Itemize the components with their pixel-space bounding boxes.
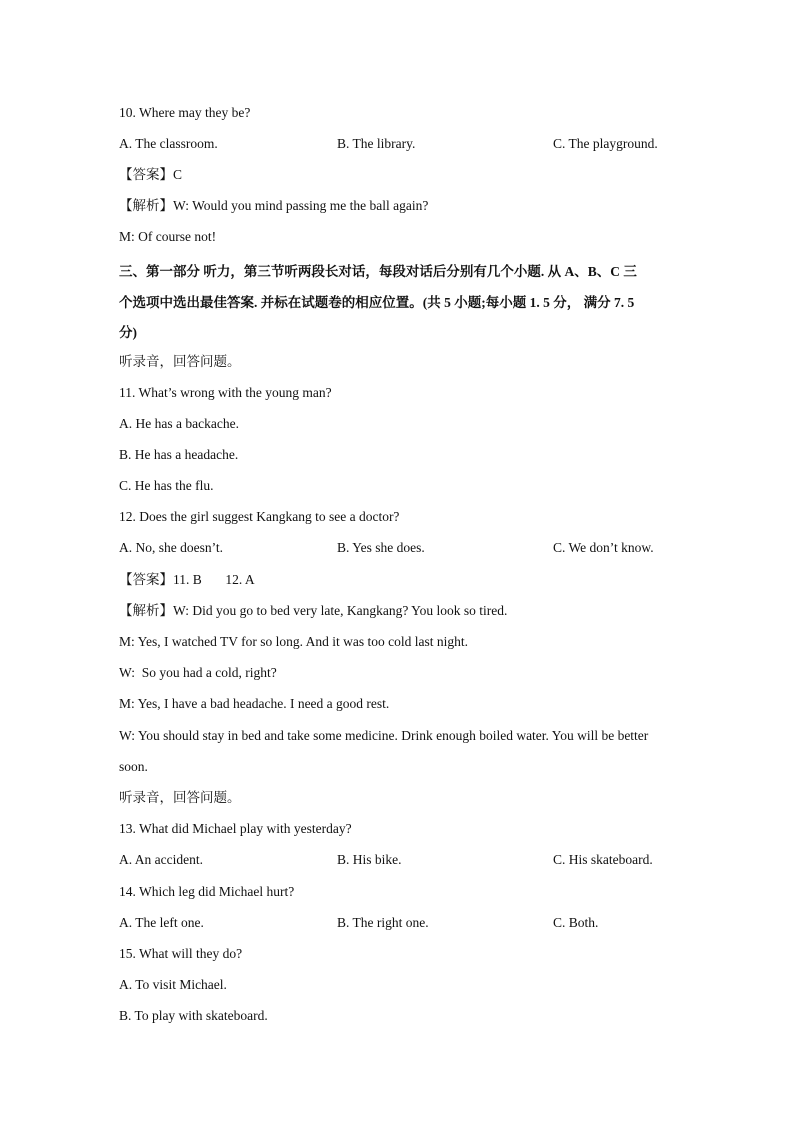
question-14-options (119, 914, 679, 932)
answer-value: C (173, 167, 183, 182)
analysis-label: 【解析】 (119, 198, 173, 213)
question-12-options (119, 539, 679, 557)
analysis-11-12-line-3: W: So you had a cold, right? (119, 665, 277, 680)
option-a: A. The left one. (119, 915, 204, 930)
section-heading-line-3: 分) (119, 325, 137, 340)
analysis-11-12-line-5: W: You should stay in bed and take some medicine. Drink enough boiled water. You will be better (119, 728, 649, 743)
question-14: 14. Which leg did Michael hurt? (119, 884, 295, 899)
analysis-text: W: Would you mind passing me the ball again? (173, 198, 429, 213)
option-b: B. Yes she does. (337, 540, 425, 555)
question-12: 12. Does the girl suggest Kangkang to see a doctor? (119, 509, 400, 524)
question-13: 13. What did Michael play with yesterday? (119, 821, 352, 836)
question-10-options (119, 135, 679, 153)
option-c: C. We don’t know. (553, 540, 654, 555)
listen-prompt: 听录音，回答问题。 (119, 790, 241, 805)
option-b: B. His bike. (337, 852, 402, 867)
analysis-11-12-line-2: M: Yes, I watched TV for so long. And it was too cold last night. (119, 634, 468, 649)
analysis-10-line-1 (119, 197, 428, 215)
question-11-option-b: B. He has a headache. (119, 447, 239, 462)
analysis-text: W: Did you go to bed very late, Kangkang? You look so tired. (173, 603, 508, 618)
analysis-10-line-2: M: Of course not! (119, 229, 217, 244)
answer-10 (119, 166, 182, 184)
answer-label: 【答案】 (119, 167, 173, 182)
question-11: 11. What’s wrong with the young man? (119, 385, 332, 400)
option-c: C. The playground. (553, 136, 658, 151)
option-a: A. No, she doesn’t. (119, 540, 223, 555)
question-11-option-a: A. He has a backache. (119, 416, 239, 431)
analysis-11-12-line-6: soon. (119, 759, 148, 774)
analysis-11-12-line-4: M: Yes, I have a bad headache. I need a good rest. (119, 696, 390, 711)
option-a: A. The classroom. (119, 136, 218, 151)
option-c: C. His skateboard. (553, 852, 653, 867)
question-15-option-a: A. To visit Michael. (119, 977, 227, 992)
option-a: A. An accident. (119, 852, 203, 867)
question-11-option-c: C. He has the flu. (119, 478, 214, 493)
option-c: C. Both. (553, 915, 599, 930)
option-b: B. The right one. (337, 915, 429, 930)
section-heading-line-2: 个选项中选出最佳答案. 并标在试题卷的相应位置。(共 5 小题;每小题 1. 5 分， 满分 7. 5 (119, 295, 635, 310)
option-b: B. The library. (337, 136, 416, 151)
question-15-option-b: B. To play with skateboard. (119, 1008, 268, 1023)
answer-label: 【答案】 (119, 572, 173, 587)
listen-prompt: 听录音，回答问题。 (119, 354, 241, 369)
answer-value: 11. B 12. A (173, 572, 255, 587)
question-15: 15. What will they do? (119, 946, 243, 961)
analysis-11-12-line-1 (119, 602, 507, 620)
answer-11-12 (119, 571, 255, 589)
question-10: 10. Where may they be? (119, 105, 251, 120)
question-13-options (119, 851, 679, 869)
section-heading-line-1: 三、第一部分 听力，第三节听两段长对话，每段对话后分别有几个小题. 从 A、B、C 三 (119, 264, 637, 279)
analysis-label: 【解析】 (119, 603, 173, 618)
